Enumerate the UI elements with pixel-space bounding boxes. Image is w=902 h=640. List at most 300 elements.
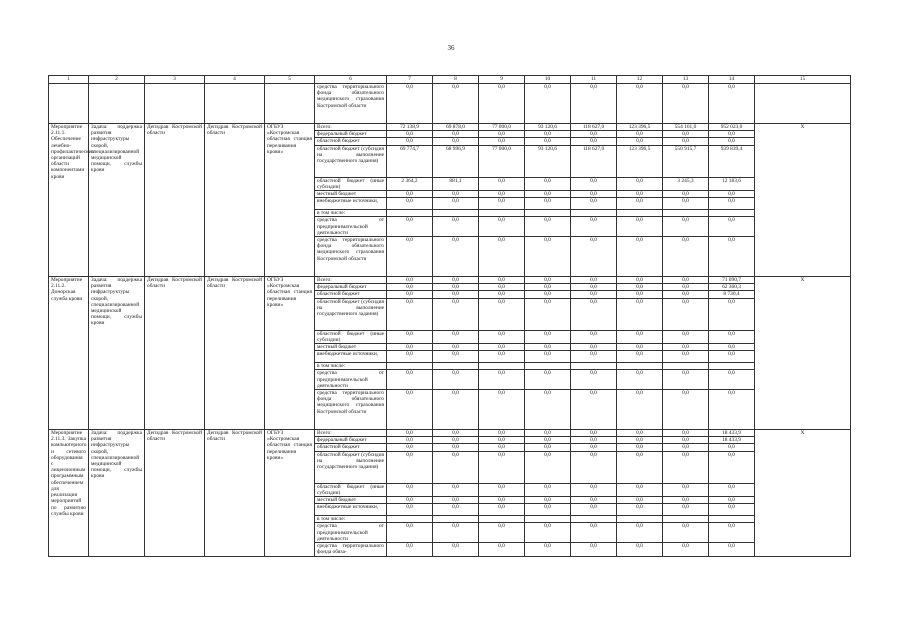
value-cell: 0,0 (571, 430, 617, 437)
value-cell: 18 433,9 (709, 437, 755, 444)
value-cell: 0,0 (571, 277, 617, 284)
column-number-header: 7 (387, 76, 433, 84)
value-cell: 0,0 (617, 284, 663, 291)
value-cell: 952 023,0 (709, 124, 755, 131)
value-cell: 0,0 (617, 131, 663, 138)
value-cell: 0,0 (663, 84, 709, 124)
column-number-header: 9 (479, 76, 525, 84)
value-cell: 550 915,7 (663, 145, 709, 177)
executor-cell: ОГБУЗ «Костромская областная станция переливания крови» (265, 277, 315, 430)
value-cell: 0,0 (617, 523, 663, 543)
mark-cell: X (755, 430, 851, 556)
value-cell: 0,0 (479, 84, 525, 124)
value-cell: 0,0 (663, 497, 709, 504)
value-cell: 0,0 (525, 217, 571, 237)
value-cell: 118 627,0 (571, 124, 617, 131)
measure-name: Мероприятие 2.11.2. Донорская служба крови (49, 277, 89, 430)
value-cell (571, 516, 617, 523)
value-cell: 0,0 (387, 284, 433, 291)
value-cell: 0,0 (433, 217, 479, 237)
value-cell: 0,0 (387, 430, 433, 437)
value-cell: 0,0 (433, 344, 479, 351)
value-cell: 0,0 (387, 84, 433, 124)
funding-source-label: областной бюджет (315, 291, 387, 298)
value-cell: 0,0 (433, 437, 479, 444)
value-cell: 0,0 (663, 351, 709, 363)
value-cell: 0,0 (709, 198, 755, 210)
value-cell: 0,0 (387, 131, 433, 138)
value-cell: 0,0 (571, 131, 617, 138)
value-cell: 0,0 (525, 451, 571, 483)
funding-table (48, 75, 851, 557)
column-number-header: 15 (755, 76, 851, 84)
value-cell: 0,0 (709, 138, 755, 145)
page-number: 36 (447, 44, 455, 52)
value-cell: 0,0 (387, 497, 433, 504)
value-cell: 0,0 (479, 497, 525, 504)
value-cell: 0,0 (433, 284, 479, 291)
value-cell: 554 161,0 (663, 124, 709, 131)
value-cell: 0,0 (663, 138, 709, 145)
value-cell: 0,0 (617, 504, 663, 516)
value-cell: 0,0 (617, 291, 663, 298)
value-cell: 0,0 (479, 217, 525, 237)
value-cell: 0,0 (525, 177, 571, 190)
value-cell: 18 433,9 (709, 430, 755, 437)
value-cell: 0,0 (709, 298, 755, 330)
value-cell: 0,0 (479, 444, 525, 451)
customer-cell: Депздрав Костромской области (145, 277, 205, 430)
value-cell: 0,0 (663, 330, 709, 343)
value-cell: 0,0 (709, 444, 755, 451)
value-cell (433, 210, 479, 217)
value-cell: 0,0 (571, 191, 617, 198)
value-cell: 0,0 (709, 217, 755, 237)
value-cell: 0,0 (709, 370, 755, 390)
value-cell (479, 516, 525, 523)
value-cell: 0,0 (433, 543, 479, 556)
funding-source-label: в том числе: (315, 516, 387, 523)
value-cell: 0,0 (617, 543, 663, 556)
funding-source-label: Всего: (315, 430, 387, 437)
value-cell: 0,0 (571, 344, 617, 351)
value-cell: 0,0 (663, 370, 709, 390)
value-cell: 0,0 (479, 298, 525, 330)
value-cell: 0,0 (571, 444, 617, 451)
value-cell: 0,0 (387, 291, 433, 298)
value-cell: 0,0 (479, 330, 525, 343)
value-cell: 2 364,2 (387, 177, 433, 190)
value-cell: 0,0 (571, 483, 617, 496)
empty-cell (265, 84, 315, 124)
value-cell: 0,0 (387, 390, 433, 430)
value-cell: 0,0 (709, 330, 755, 343)
value-cell (571, 210, 617, 217)
value-cell (571, 363, 617, 370)
value-cell: 0,0 (617, 298, 663, 330)
value-cell: 0,0 (525, 497, 571, 504)
value-cell: 0,0 (663, 504, 709, 516)
value-cell: 0,0 (525, 504, 571, 516)
value-cell: 0,0 (479, 390, 525, 430)
value-cell: 0,0 (571, 504, 617, 516)
value-cell: 0,0 (571, 84, 617, 124)
value-cell: 0,0 (433, 390, 479, 430)
funding-source-label: федеральный бюджет (315, 131, 387, 138)
value-cell: 0,0 (387, 277, 433, 284)
value-cell: 77 000,0 (479, 124, 525, 131)
value-cell: 0,0 (525, 198, 571, 210)
column-number-header: 5 (265, 76, 315, 84)
value-cell: 0,0 (617, 217, 663, 237)
value-cell: 0,0 (663, 451, 709, 483)
value-cell (709, 210, 755, 217)
value-cell: 69 878,0 (433, 124, 479, 131)
measure-name: Мероприятие 2.11.1. Обеспечение лечебно-профилактических организаций области компонентами крови (49, 124, 89, 277)
value-cell: 0,0 (479, 198, 525, 210)
value-cell: 0,0 (617, 198, 663, 210)
value-cell: 0,0 (709, 523, 755, 543)
value-cell: 0,0 (571, 291, 617, 298)
value-cell: 0,0 (525, 543, 571, 556)
value-cell: 0,0 (387, 504, 433, 516)
value-cell (525, 210, 571, 217)
value-cell: 0,0 (387, 344, 433, 351)
value-cell: 0,0 (663, 131, 709, 138)
value-cell (709, 516, 755, 523)
value-cell: 0,0 (479, 191, 525, 198)
value-cell: 0,0 (433, 191, 479, 198)
value-cell: 68 996,9 (433, 145, 479, 177)
value-cell: 0,0 (525, 237, 571, 277)
value-cell: 0,0 (479, 504, 525, 516)
value-cell: 0,0 (663, 298, 709, 330)
value-cell (525, 363, 571, 370)
value-cell: 0,0 (709, 504, 755, 516)
funding-source-label: местный бюджет (315, 344, 387, 351)
value-cell: 93 120,6 (525, 145, 571, 177)
value-cell: 0,0 (433, 351, 479, 363)
empty-cell (89, 84, 145, 124)
value-cell: 0,0 (709, 351, 755, 363)
value-cell: 0,0 (433, 84, 479, 124)
value-cell: 0,0 (709, 543, 755, 556)
value-cell: 0,0 (571, 330, 617, 343)
value-cell: 0,0 (709, 497, 755, 504)
value-cell: 62 360,3 (709, 284, 755, 291)
table-row (49, 277, 851, 284)
value-cell: 118 627,0 (571, 145, 617, 177)
value-cell: 0,0 (571, 177, 617, 190)
value-cell: 0,0 (617, 344, 663, 351)
value-cell: 0,0 (387, 370, 433, 390)
value-cell: 0,0 (525, 291, 571, 298)
value-cell: 93 120,6 (525, 124, 571, 131)
value-cell: 0,0 (617, 451, 663, 483)
customer-cell: Депздрав Костромской области (145, 124, 205, 277)
value-cell: 0,0 (479, 351, 525, 363)
table-body (49, 84, 851, 557)
value-cell: 0,0 (479, 237, 525, 277)
value-cell: 0,0 (709, 237, 755, 277)
column-number-header: 6 (315, 76, 387, 84)
mark-cell: X (755, 124, 851, 277)
value-cell: 0,0 (525, 330, 571, 343)
value-cell: 0,0 (617, 330, 663, 343)
funding-source-label: средства территориального фонда обязательного медицинского страхования Костромской области (315, 237, 387, 277)
value-cell (387, 210, 433, 217)
value-cell: 0,0 (571, 437, 617, 444)
funding-source-label: местный бюджет (315, 497, 387, 504)
column-number-header: 11 (571, 76, 617, 84)
funding-source-label: областной бюджет (иные субсидии) (315, 330, 387, 343)
value-cell: 0,0 (709, 131, 755, 138)
value-cell: 0,0 (525, 390, 571, 430)
value-cell (525, 516, 571, 523)
column-number-header: 14 (709, 76, 755, 84)
value-cell: 0,0 (479, 451, 525, 483)
funding-source-label: областной бюджет (субсидия на выполнение государственного задания) (315, 298, 387, 330)
table-row (49, 124, 851, 131)
value-cell: 0,0 (479, 543, 525, 556)
value-cell: 0,0 (479, 483, 525, 496)
value-cell: 0,0 (433, 291, 479, 298)
value-cell: 0,0 (571, 543, 617, 556)
column-number-header: 10 (525, 76, 571, 84)
value-cell: 0,0 (571, 198, 617, 210)
column-number-header: 8 (433, 76, 479, 84)
coexecutor-cell: Депздрав Костромской области (205, 277, 265, 430)
value-cell: 0,0 (663, 284, 709, 291)
value-cell (433, 363, 479, 370)
value-cell: 0,0 (433, 497, 479, 504)
value-cell: 0,0 (525, 84, 571, 124)
value-cell: 0,0 (617, 191, 663, 198)
column-number-header: 2 (89, 76, 145, 84)
value-cell: 0,0 (479, 277, 525, 284)
value-cell: 0,0 (571, 523, 617, 543)
column-number-header: 3 (145, 76, 205, 84)
value-cell (479, 363, 525, 370)
value-cell: 0,0 (525, 370, 571, 390)
value-cell: 0,0 (525, 131, 571, 138)
value-cell: 0,0 (617, 138, 663, 145)
value-cell: 0,0 (663, 483, 709, 496)
mark-cell: X (755, 277, 851, 430)
value-cell: 0,0 (617, 444, 663, 451)
value-cell (663, 210, 709, 217)
value-cell: 0,0 (525, 351, 571, 363)
value-cell: 0,0 (525, 483, 571, 496)
empty-cell (205, 84, 265, 124)
value-cell: 0,0 (433, 430, 479, 437)
value-cell: 0,0 (387, 437, 433, 444)
funding-source-label: внебюджетные источники, (315, 351, 387, 363)
value-cell: 0,0 (525, 298, 571, 330)
value-cell: 0,0 (433, 483, 479, 496)
funding-source-label: средства территориального фонда обязательного медицинского страхования Костромской области (315, 84, 387, 124)
value-cell: 0,0 (387, 444, 433, 451)
funding-source-label: средства территориального фонда обяза- (315, 543, 387, 556)
value-cell: 0,0 (433, 504, 479, 516)
value-cell: 0,0 (663, 430, 709, 437)
value-cell (617, 210, 663, 217)
funding-source-label: в том числе: (315, 363, 387, 370)
value-cell: 0,0 (617, 84, 663, 124)
funding-source-label: местный бюджет (315, 191, 387, 198)
value-cell: 939 839,4 (709, 145, 755, 177)
column-number-header: 13 (663, 76, 709, 84)
value-cell (433, 516, 479, 523)
funding-source-label: областной бюджет (315, 138, 387, 145)
value-cell: 0,0 (525, 523, 571, 543)
value-cell: 881,1 (433, 177, 479, 190)
value-cell: 0,0 (433, 523, 479, 543)
funding-source-label: внебюджетные источники, (315, 504, 387, 516)
value-cell: 0,0 (709, 344, 755, 351)
customer-cell: Депздрав Костромской области (145, 430, 205, 556)
value-cell: 0,0 (387, 483, 433, 496)
funding-source-label: средства от предпринимательской деятельности (315, 523, 387, 543)
value-cell: 0,0 (571, 138, 617, 145)
value-cell: 0,0 (525, 437, 571, 444)
funding-source-label: Всего: (315, 277, 387, 284)
value-cell: 0,0 (387, 191, 433, 198)
funding-source-label: областной бюджет (315, 444, 387, 451)
funding-source-label: областной бюджет (субсидия на выполнение государственного задания) (315, 145, 387, 177)
value-cell: 0,0 (709, 451, 755, 483)
value-cell (709, 363, 755, 370)
coexecutor-cell: Депздрав Костромской области (205, 124, 265, 277)
executor-cell: ОГБУЗ «Костромская областная станция переливания крови» (265, 124, 315, 277)
value-cell: 0,0 (433, 138, 479, 145)
value-cell: 0,0 (709, 390, 755, 430)
value-cell (663, 363, 709, 370)
executor-cell: ОГБУЗ «Костромская областная станция переливания крови» (265, 430, 315, 556)
value-cell (387, 363, 433, 370)
value-cell: 0,0 (617, 430, 663, 437)
value-cell: 0,0 (387, 330, 433, 343)
value-cell: 0,0 (433, 444, 479, 451)
value-cell: 0,0 (479, 430, 525, 437)
value-cell: 0,0 (525, 344, 571, 351)
value-cell: 0,0 (663, 344, 709, 351)
value-cell: 72 138,9 (387, 124, 433, 131)
value-cell: 0,0 (433, 370, 479, 390)
task-cell: Задача: поддержка развития инфраструктуры скорой, специализированной медицинской помощи, службы крови (89, 430, 145, 556)
value-cell: 0,0 (571, 284, 617, 291)
value-cell: 77 000,0 (479, 145, 525, 177)
value-cell: 0,0 (617, 277, 663, 284)
value-cell: 0,0 (387, 543, 433, 556)
value-cell: 0,0 (433, 237, 479, 277)
value-cell: 0,0 (387, 298, 433, 330)
value-cell: 0,0 (433, 131, 479, 138)
value-cell: 0,0 (571, 351, 617, 363)
column-number-header: 4 (205, 76, 265, 84)
continuation-row (49, 84, 851, 124)
value-cell: 71 090,7 (709, 277, 755, 284)
value-cell: 0,0 (663, 237, 709, 277)
value-cell: 0,0 (433, 330, 479, 343)
value-cell: 0,0 (433, 451, 479, 483)
value-cell: 0,0 (617, 370, 663, 390)
measure-name: Мероприятие 2.11.3. Закупка компьютерного и сетевого оборудования с лицензионным программным обеспечением для реализации мероприятий по развитию службы крови (49, 430, 89, 556)
value-cell: 0,0 (525, 284, 571, 291)
funding-source-label: областной бюджет (иные субсидии) (315, 177, 387, 190)
value-cell: 0,0 (479, 437, 525, 444)
value-cell: 0,0 (663, 437, 709, 444)
value-cell: 0,0 (617, 483, 663, 496)
funding-source-label: средства от предпринимательской деятельности (315, 217, 387, 237)
table-row (49, 430, 851, 437)
value-cell: 0,0 (571, 497, 617, 504)
value-cell: 123 396,5 (617, 145, 663, 177)
value-cell: 0,0 (709, 84, 755, 124)
value-cell: 0,0 (663, 277, 709, 284)
funding-source-label: федеральный бюджет (315, 437, 387, 444)
funding-source-label: Всего: (315, 124, 387, 131)
task-cell: Задача: поддержка развития инфраструктуры скорой, специализированной медицинской помощи, службы крови (89, 277, 145, 430)
funding-source-label: внебюджетные источники, (315, 198, 387, 210)
value-cell: 0,0 (709, 483, 755, 496)
value-cell: 0,0 (479, 291, 525, 298)
value-cell (663, 516, 709, 523)
value-cell: 0,0 (617, 351, 663, 363)
value-cell: 0,0 (709, 191, 755, 198)
value-cell: 0,0 (617, 497, 663, 504)
value-cell: 0,0 (663, 523, 709, 543)
value-cell: 8 730,4 (709, 291, 755, 298)
coexecutor-cell: Депздрав Костромской области (205, 430, 265, 556)
value-cell: 0,0 (387, 217, 433, 237)
value-cell: 0,0 (525, 138, 571, 145)
funding-source-label: средства территориального фонда обязательного медицинского страхования Костромской области (315, 390, 387, 430)
value-cell: 0,0 (387, 351, 433, 363)
value-cell: 0,0 (387, 198, 433, 210)
task-cell: Задача: поддержка развития инфраструктуры скорой, специализированной медицинской помощи, службы крови (89, 124, 145, 277)
value-cell: 0,0 (479, 138, 525, 145)
value-cell: 0,0 (571, 237, 617, 277)
value-cell: 123 396,5 (617, 124, 663, 131)
funding-source-label: в том числе: (315, 210, 387, 217)
value-cell: 0,0 (617, 390, 663, 430)
value-cell: 0,0 (525, 277, 571, 284)
value-cell (617, 363, 663, 370)
funding-source-label: областной бюджет (субсидия на выполнение государственного задания) (315, 451, 387, 483)
value-cell (617, 516, 663, 523)
value-cell: 0,0 (479, 370, 525, 390)
value-cell: 12 183,6 (709, 177, 755, 190)
value-cell: 0,0 (571, 217, 617, 237)
value-cell: 0,0 (663, 191, 709, 198)
value-cell: 0,0 (479, 523, 525, 543)
value-cell (479, 210, 525, 217)
value-cell: 0,0 (571, 370, 617, 390)
column-number-header: 1 (49, 76, 89, 84)
value-cell: 0,0 (479, 284, 525, 291)
funding-source-label: федеральный бюджет (315, 284, 387, 291)
column-number-header: 12 (617, 76, 663, 84)
value-cell: 0,0 (617, 437, 663, 444)
value-cell: 0,0 (433, 277, 479, 284)
value-cell: 0,0 (387, 138, 433, 145)
value-cell: 0,0 (617, 177, 663, 190)
funding-source-label: областной бюджет (иные субсидии) (315, 483, 387, 496)
value-cell (387, 516, 433, 523)
value-cell: 0,0 (571, 451, 617, 483)
value-cell: 0,0 (525, 444, 571, 451)
